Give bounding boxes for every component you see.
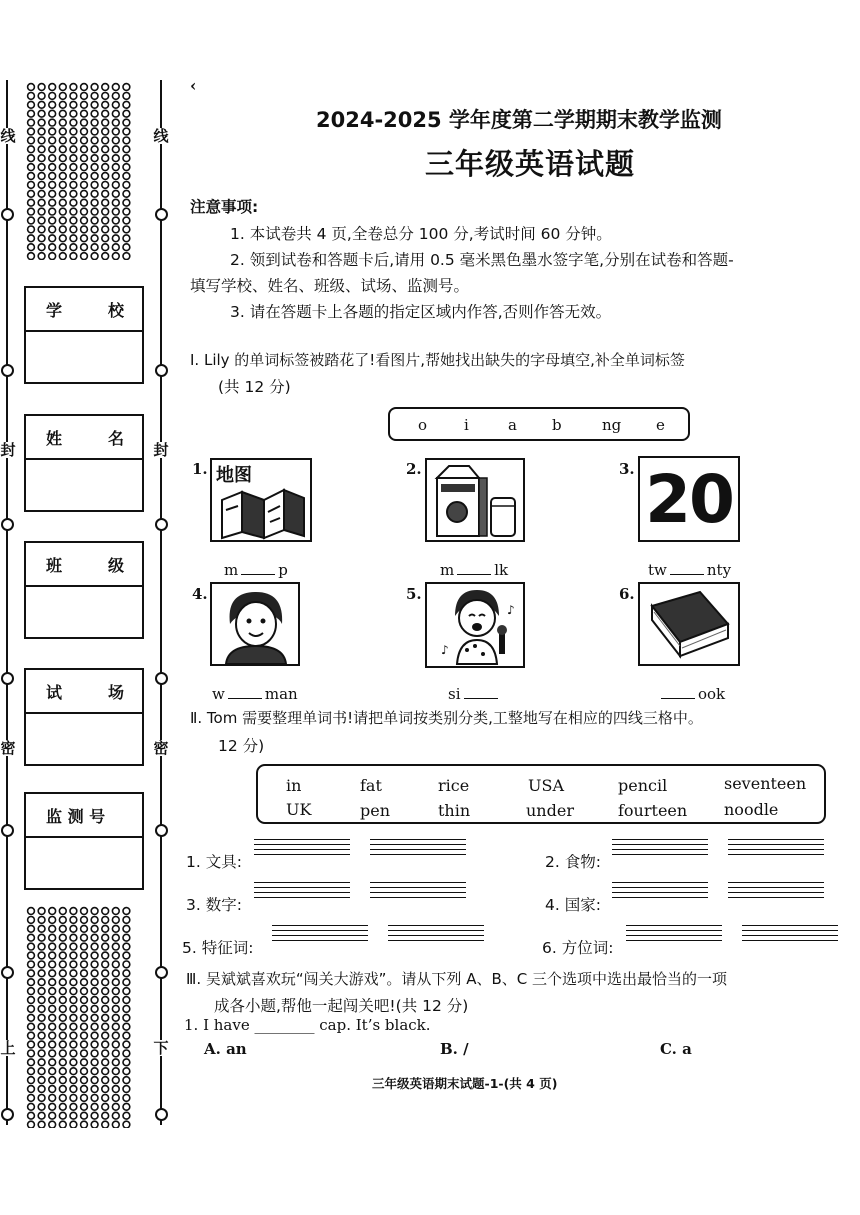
item-6-number: 6. (619, 585, 635, 603)
left-cut-label-up: 上 (0, 1039, 16, 1057)
left-ring (1, 208, 14, 221)
word-under: under (526, 801, 574, 820)
woman-icon (210, 582, 300, 666)
section1-points: (共 12 分) (218, 378, 291, 396)
category-numbers: 3. 数字: (186, 896, 242, 914)
word-seventeen: seventeen (724, 774, 807, 793)
name-field[interactable] (24, 414, 144, 512)
word-noodle: noodle (724, 800, 779, 819)
item-4-number: 4. (192, 585, 208, 603)
writing-lines[interactable] (254, 839, 350, 859)
note-2: 2. 领到试卷和答题卡后,请用 0.5 毫米黑色墨水签字笔,分别在试卷和答题- (230, 251, 734, 269)
category-food: 2. 食物: (545, 853, 601, 871)
word-pencil: pencil (618, 776, 668, 795)
word-uk: UK (286, 800, 312, 819)
map-icon (210, 458, 312, 542)
word-rice: rice (438, 776, 470, 795)
right-ring (155, 966, 168, 979)
item-1-number: 1. (192, 460, 208, 478)
item-5-word: si (448, 685, 501, 703)
right-ring (155, 518, 168, 531)
category-countries: 4. 国家: (545, 896, 601, 914)
writing-lines[interactable] (370, 882, 466, 902)
class-label-2: 级 (107, 555, 124, 575)
notes-heading: 注意事项: (190, 198, 259, 216)
right-cut-label-seal: 封 (153, 441, 169, 459)
item-5-number: 5. (406, 585, 422, 603)
word-pen: pen (360, 801, 391, 820)
left-ring (1, 824, 14, 837)
letter-a: a (508, 416, 517, 434)
right-ring (155, 672, 168, 685)
category-features: 5. 特征词: (182, 939, 254, 957)
note-2-cont: 填写学校、姓名、班级、试场、监测号。 (190, 277, 470, 295)
word-thin: thin (438, 801, 471, 820)
class-label-1: 班 (46, 555, 63, 575)
map-caption: 地图 (216, 465, 252, 486)
writing-lines[interactable] (728, 839, 824, 859)
item-2-number: 2. (406, 460, 422, 478)
left-ring (1, 966, 14, 979)
number-twenty-icon (638, 456, 740, 542)
singing-girl-icon (425, 582, 525, 668)
word-in: in (286, 776, 302, 795)
left-ring (1, 518, 14, 531)
page-footer: 三年级英语期末试题-1-(共 4 页) (372, 1076, 558, 1091)
exam-room-field[interactable] (24, 668, 144, 766)
item-3-number: 3. (619, 460, 635, 478)
school-label-2: 校 (107, 300, 124, 320)
left-cut-label-line: 线 (0, 127, 16, 145)
corner-mark: ‹ (190, 76, 197, 95)
word-usa: USA (528, 776, 564, 795)
left-cut-label-secret: 密 (0, 739, 16, 757)
svg-text:♪: ♪ (507, 603, 515, 617)
writing-lines[interactable] (370, 839, 466, 859)
option-c[interactable]: C. a (660, 1040, 692, 1058)
writing-lines[interactable] (626, 925, 722, 945)
right-ring (155, 208, 168, 221)
page-title: 2024-2025 学年度第二学期期末教学监测 (316, 108, 722, 132)
page-subtitle: 三年级英语试题 (425, 147, 636, 181)
category-stationery: 1. 文具: (186, 853, 242, 871)
note-3: 3. 请在答题卡上各题的指定区域内作答,否则作答无效。 (230, 303, 612, 321)
writing-lines[interactable] (742, 925, 838, 945)
letter-e: e (656, 416, 665, 434)
section3-heading: Ⅲ. 吴斌斌喜欢玩“闯关大游戏”。请从下列 A、B、C 三个选项中选出最恰当的一项 (186, 970, 727, 988)
school-field[interactable] (24, 286, 144, 384)
writing-lines[interactable] (388, 925, 484, 945)
writing-lines[interactable] (612, 882, 708, 902)
writing-lines[interactable] (254, 882, 350, 902)
item-3-word: tw nty (648, 561, 732, 579)
letter-o: o (418, 416, 428, 434)
option-b[interactable]: B. / (440, 1040, 469, 1058)
note-1: 1. 本试卷共 4 页,全卷总分 100 分,考试时间 60 分钟。 (230, 225, 612, 243)
item-1-word: m p (224, 561, 288, 579)
right-cut-label-secret: 密 (153, 739, 169, 757)
word-fourteen: fourteen (618, 801, 688, 820)
letter-i: i (464, 416, 469, 434)
svg-text:♪: ♪ (441, 643, 449, 657)
room-label-2: 场 (107, 682, 124, 702)
exam-number-label: 监 测 号 (46, 806, 106, 826)
word-bank (256, 764, 826, 824)
milk-icon (425, 458, 525, 542)
left-cut-label-seal: 封 (0, 441, 16, 459)
writing-lines[interactable] (728, 882, 824, 902)
section2-points: 12 分) (218, 737, 265, 755)
right-cut-label-down: 下 (153, 1039, 169, 1057)
exam-number-field[interactable] (24, 792, 144, 890)
right-ring (155, 1108, 168, 1121)
word-fat: fat (360, 776, 382, 795)
name-label-1: 姓 (46, 428, 63, 448)
left-ring (1, 1108, 14, 1121)
question-1: 1. I have ________ cap. It’s black. (184, 1016, 431, 1034)
school-label-1: 学 (46, 300, 63, 320)
letter-ng: ng (602, 416, 622, 434)
item-4-word: w man (212, 685, 298, 703)
right-ring (155, 824, 168, 837)
writing-lines[interactable] (272, 925, 368, 945)
item-6-word: ook (658, 685, 725, 703)
writing-lines[interactable] (612, 839, 708, 859)
letter-b: b (552, 416, 562, 434)
left-ring (1, 364, 14, 377)
right-cut-label-line: 线 (153, 127, 169, 145)
room-label-1: 试 (46, 682, 63, 702)
category-positions: 6. 方位词: (542, 939, 614, 957)
item-2-word: m lk (440, 561, 509, 579)
section3-heading-2: 成各小题,帮他一起闯关吧!(共 12 分) (214, 997, 469, 1015)
decorative-dot-pattern-top (26, 82, 134, 260)
section2-heading: Ⅱ. Tom 需要整理单词书!请把单词按类别分类,工整地写在相应的四线三格中。 (190, 709, 703, 727)
right-ring (155, 364, 168, 377)
book-icon (638, 582, 740, 666)
letter-bank (388, 407, 690, 441)
decorative-dot-pattern-bottom (26, 906, 134, 1128)
twenty-label: 20 (645, 461, 733, 538)
option-a[interactable]: A. an (204, 1040, 247, 1058)
section1-heading: Ⅰ. Lily 的单词标签被踏花了!看图片,帮她找出缺失的字母填空,补全单词标签 (190, 351, 685, 369)
name-label-2: 名 (107, 428, 124, 448)
class-field[interactable] (24, 541, 144, 639)
left-ring (1, 672, 14, 685)
